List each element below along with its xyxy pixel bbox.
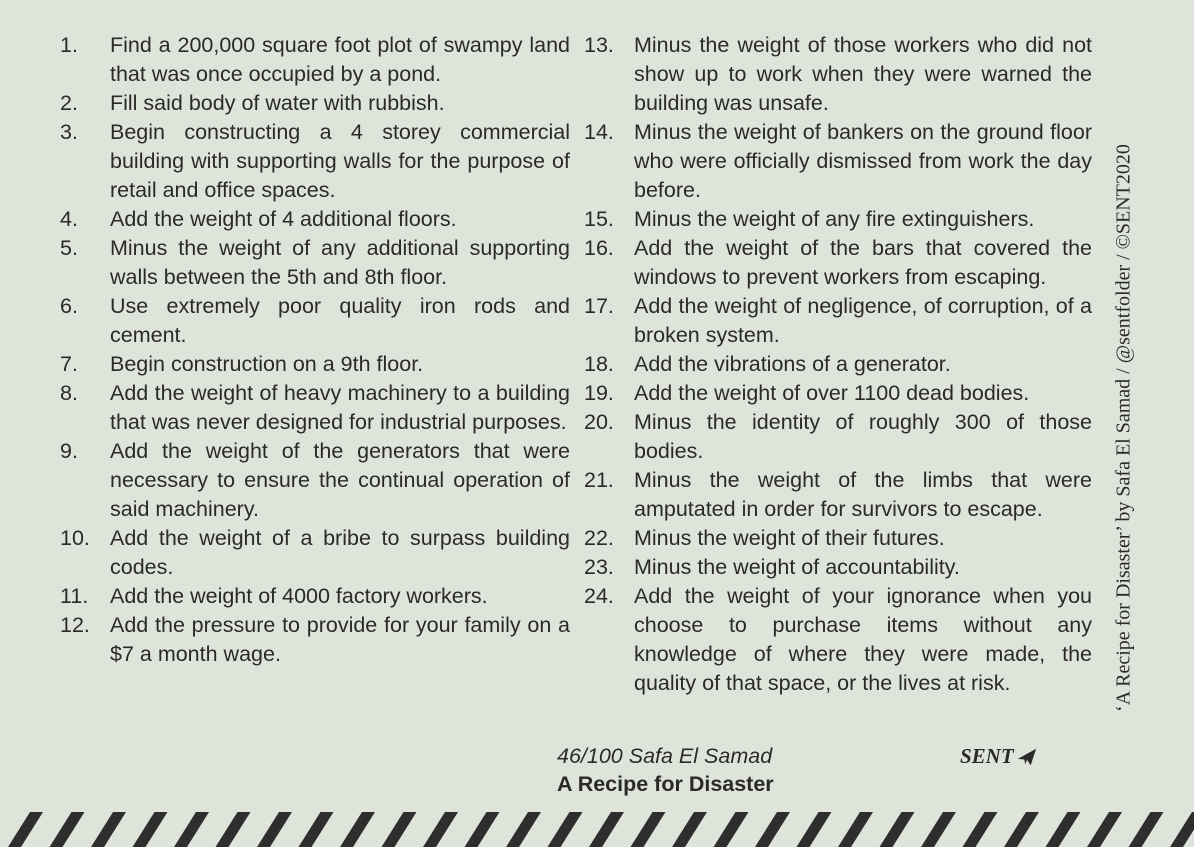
- stripe: [299, 812, 334, 847]
- step-text: Add the weight of a bribe to surpass building codes.: [110, 526, 570, 579]
- step-item: [60, 611, 570, 669]
- step-number: 3.: [60, 120, 78, 144]
- step-item: [584, 118, 1092, 205]
- step-text: Minus the weight of any additional supporting walls between the 5th and 8th floor.: [110, 236, 570, 289]
- step-number: 14.: [584, 120, 614, 144]
- stripe: [963, 812, 998, 847]
- stripe: [631, 812, 666, 847]
- sent-wordmark: SENT: [960, 744, 1014, 768]
- step-number: 23.: [584, 555, 614, 579]
- step-number: 10.: [60, 526, 90, 550]
- side-caption: ‘A Recipe for Disaster’ by Safa El Samad / @sentfolder / ©SENT2020: [1112, 144, 1135, 712]
- step-item: [60, 437, 570, 524]
- stripe: [91, 812, 126, 847]
- step-text: Add the weight of negligence, of corruption, of a broken system.: [634, 294, 1092, 347]
- stripe: [382, 812, 417, 847]
- step-number: 11.: [60, 584, 89, 608]
- step-item: [584, 234, 1092, 292]
- step-text: Minus the weight of bankers on the ground floor who were officially dismissed from work the day before.: [634, 120, 1092, 202]
- step-number: 9.: [60, 439, 78, 463]
- step-number: 24.: [584, 584, 614, 608]
- step-number: 15.: [584, 207, 614, 231]
- step-item: [584, 582, 1092, 698]
- step-text: Minus the weight of the limbs that were amputated in order for survivors to escape.: [634, 468, 1092, 521]
- step-item: [584, 31, 1092, 118]
- step-text: Add the weight of over 1100 dead bodies.: [634, 381, 1030, 405]
- hazard-stripes: [0, 812, 1194, 847]
- step-text: Fill said body of water with rubbish.: [110, 91, 445, 115]
- stripe: [465, 812, 500, 847]
- step-number: 7.: [60, 352, 78, 376]
- step-text: Begin construction on a 9th floor.: [110, 352, 424, 376]
- step-number: 13.: [584, 33, 614, 57]
- step-number: 5.: [60, 236, 78, 260]
- step-number: 17.: [584, 294, 614, 318]
- stripe: [714, 812, 749, 847]
- stripe: [1087, 812, 1122, 847]
- stripe: [50, 812, 85, 847]
- step-text: Use extremely poor quality iron rods and cement.: [110, 294, 570, 347]
- step-item: [60, 379, 570, 437]
- step-item: [584, 466, 1092, 524]
- stripe: [257, 812, 292, 847]
- stripe: [921, 812, 956, 847]
- step-item: [584, 379, 1092, 408]
- step-text: Add the weight of 4 additional floors.: [110, 207, 457, 231]
- step-text: Add the weight of the bars that covered the windows to prevent workers from escaping.: [634, 236, 1092, 289]
- step-text: Minus the identity of roughly 300 of those bodies.: [634, 410, 1092, 463]
- step-text: Minus the weight of accountability.: [634, 555, 960, 579]
- stripe: [1046, 812, 1081, 847]
- step-number: 4.: [60, 207, 78, 231]
- step-text: Find a 200,000 square foot plot of swampy land that was once occupied by a pond.: [110, 33, 570, 86]
- step-number: 8.: [60, 381, 78, 405]
- step-item: [60, 582, 570, 611]
- step-item: [60, 118, 570, 205]
- stripe: [340, 812, 375, 847]
- step-item: [60, 524, 570, 582]
- stripe: [1004, 812, 1039, 847]
- step-item: [60, 234, 570, 292]
- paper-plane-icon: [1016, 746, 1038, 768]
- step-number: 18.: [584, 352, 614, 376]
- sent-logo: [960, 744, 1038, 769]
- stripe: [506, 812, 541, 847]
- stripe: [755, 812, 790, 847]
- stripe: [548, 812, 583, 847]
- stripe: [8, 812, 43, 847]
- step-number: 6.: [60, 294, 78, 318]
- step-text: Minus the weight of their futures.: [634, 526, 945, 550]
- step-item: [60, 89, 570, 118]
- steps-list-left: [60, 31, 570, 669]
- stripe: [1170, 812, 1194, 847]
- stripe: [174, 812, 209, 847]
- stripe: [797, 812, 832, 847]
- side-caption-wrapper: [1104, 118, 1144, 738]
- step-item: [584, 350, 1092, 379]
- step-text: Add the weight of your ignorance when you choose to purchase items without any knowledge of where they were made, the quality of that space, or the lives at risk.: [634, 584, 1092, 695]
- step-text: Add the weight of 4000 factory workers.: [110, 584, 488, 608]
- stripe: [589, 812, 624, 847]
- step-text: Add the pressure to provide for your family on a $7 a month wage.: [110, 613, 570, 666]
- step-text: Add the vibrations of a generator.: [634, 352, 951, 376]
- step-number: 1.: [60, 33, 78, 57]
- step-number: 16.: [584, 236, 614, 260]
- step-number: 2.: [60, 91, 78, 115]
- step-item: [60, 205, 570, 234]
- step-item: [60, 31, 570, 89]
- stripe: [423, 812, 458, 847]
- step-number: 12.: [60, 613, 90, 637]
- step-item: [584, 292, 1092, 350]
- stripe: [672, 812, 707, 847]
- step-item: [60, 292, 570, 350]
- step-item: [60, 350, 570, 379]
- stripe: [838, 812, 873, 847]
- step-text: Add the weight of heavy machinery to a building that was never designed for industrial purposes.: [110, 381, 570, 434]
- step-item: [584, 205, 1092, 234]
- stripe: [133, 812, 168, 847]
- steps-list-right: [584, 31, 1092, 698]
- step-item: [584, 524, 1092, 553]
- step-text: Minus the weight of any fire extinguishers.: [634, 207, 1035, 231]
- step-text: Add the weight of the generators that were necessary to ensure the continual operation of said machinery.: [110, 439, 570, 521]
- step-number: 20.: [584, 410, 614, 434]
- artwork-title: A Recipe for Disaster: [557, 772, 774, 796]
- step-number: 21.: [584, 468, 614, 492]
- step-item: [584, 553, 1092, 582]
- edition-author: 46/100 Safa El Samad: [557, 744, 773, 768]
- stripe: [216, 812, 251, 847]
- credit-block: [557, 742, 774, 798]
- step-number: 22.: [584, 526, 614, 550]
- step-text: Minus the weight of those workers who did not show up to work when they were warned the building was unsafe.: [634, 33, 1092, 115]
- step-text: Begin constructing a 4 storey commercial building with supporting walls for the purpose of retail and office spaces.: [110, 120, 570, 202]
- stripe: [880, 812, 915, 847]
- step-number: 19.: [584, 381, 614, 405]
- step-item: [584, 408, 1092, 466]
- stripe: [1129, 812, 1164, 847]
